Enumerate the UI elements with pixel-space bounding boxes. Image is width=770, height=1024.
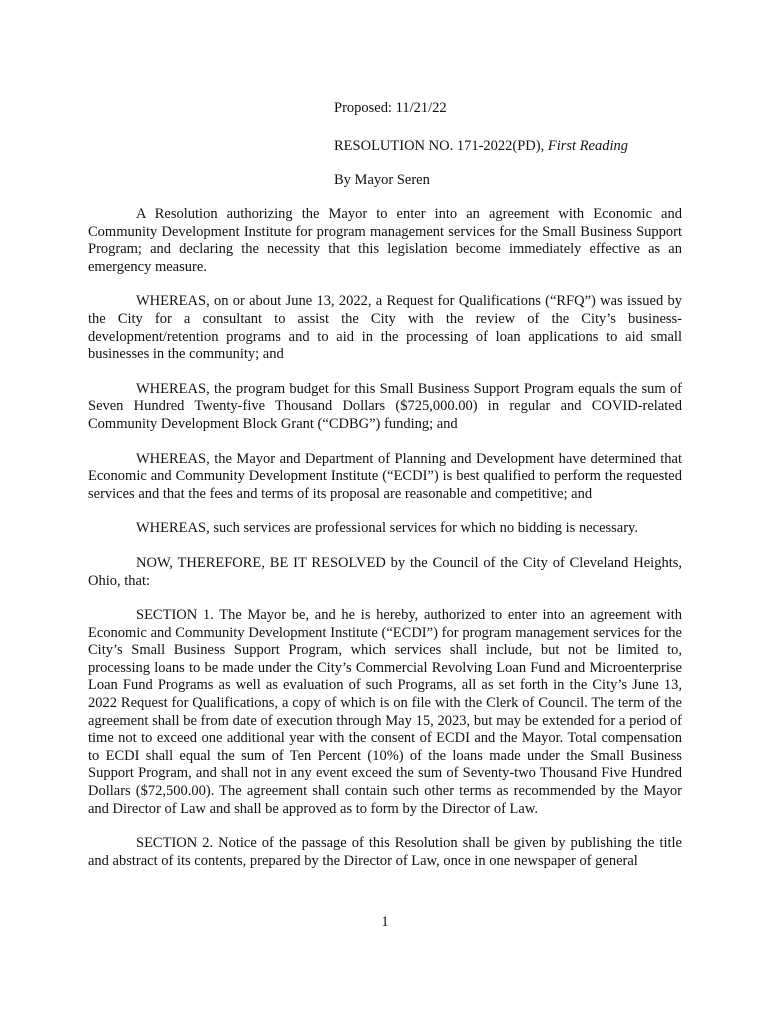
resolution-number	[334, 137, 628, 155]
whereas-budget-paragraph: WHEREAS, the program budget for this Small Business Support Program equals the sum of Seven Hundred Twenty-five Thousand Dollars ($725,000.00) in regular and COVID-related Community Development Block Grant (“CDBG”) funding; and	[88, 380, 682, 432]
sponsor-line: By Mayor Seren	[334, 172, 430, 188]
resolution-body	[88, 206, 682, 887]
page-number: 1	[381, 914, 389, 930]
reading-label: First Reading	[547, 138, 629, 154]
resolution-title-paragraph: A Resolution authorizing the Mayor to enter into an agreement with Economic and Community Development Institute for program management services for the Small Business Support Program; and declaring the necessity that this legislation become immediately effective as an emergency measure.	[88, 206, 682, 275]
section-2-paragraph: SECTION 2. Notice of the passage of this Resolution shall be given by publishing the title and abstract of its contents, prepared by the Director of Law, once in one newspaper of general	[88, 835, 682, 869]
section-1-paragraph: SECTION 1. The Mayor be, and he is hereby, authorized to enter into an agreement with Economic and Community Development Institute (“ECDI”) for program management services for the City’s Small Business Support Program, which services shall include, but not be limited to, processing loans to be made under the City’s Commercial Revolving Loan Fund and Microenterprise Loan Fund Programs as well as evaluation of such Programs, all as set forth in the City’s June 13, 2022 Request for Qualifications, a copy of which is on file with the Clerk of Council. The term of the agreement shall be from date of execution through May 15, 2023, but may be extended for a period of time not to exceed one additional year with the consent of ECDI and the Mayor. Total compensation to ECDI shall equal the sum of Ten Percent (10%) of the loans made under the Small Business Support Program, and shall not in any event exceed the sum of Seventy-two Thousand Five Hundred Dollars ($72,500.00). The agreement shall contain such other terms as recommended by the Mayor and Director of Law and shall be approved as to form by the Director of Law.	[88, 607, 682, 817]
resolved-paragraph: NOW, THEREFORE, BE IT RESOLVED by the Council of the City of Cleveland Heights, Ohio, that:	[88, 554, 682, 589]
whereas-rfq-paragraph: WHEREAS, on or about June 13, 2022, a Request for Qualifications (“RFQ”) was issued by the City for a consultant to assist the City with the review of the City’s business-development/retention programs and to aid in the processing of loan applications to aid small businesses in the community; and	[88, 293, 682, 363]
proposed-date: Proposed: 11/21/22	[334, 100, 447, 116]
whereas-professional-services-paragraph: WHEREAS, such services are professional services for which no bidding is necessary.	[136, 520, 638, 537]
whereas-ecdi-paragraph: WHEREAS, the Mayor and Department of Planning and Development have determined that Economic and Community Development Institute (“ECDI”) is best qualified to perform the requested services and that the fees and terms of its proposal are reasonable and competitive; and	[88, 450, 682, 502]
resolution-number-text: RESOLUTION NO. 171-2022(PD),	[334, 138, 548, 154]
